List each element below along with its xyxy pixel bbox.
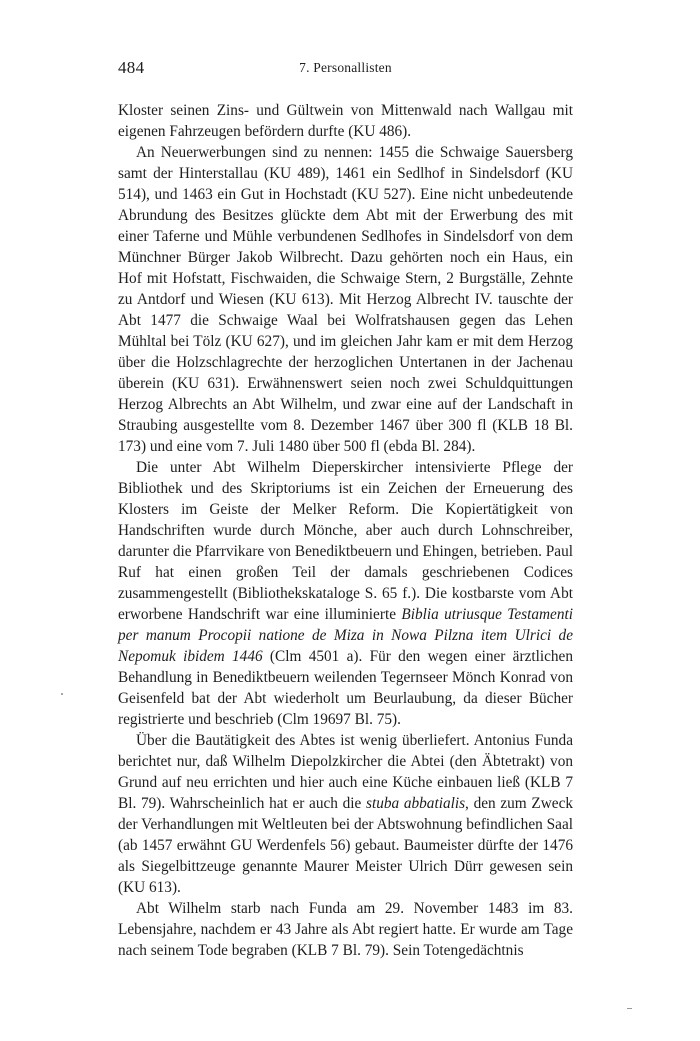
margin-speck bbox=[627, 1008, 632, 1009]
italic-citation: stuba abbatialis bbox=[366, 795, 466, 812]
italic-citation: Biblia utriusque Testamenti per manum Procopii natione de Miza in Nowa Pilzna item Ulrici de Nepomuk ibidem 1446 bbox=[118, 606, 573, 665]
body-text bbox=[118, 100, 573, 961]
paragraph bbox=[118, 457, 573, 730]
margin-speck bbox=[61, 693, 63, 695]
paragraph bbox=[118, 100, 573, 142]
paragraph-text: Die unter Abt Wilhelm Dieperskircher intensivierte Pflege der Bibliothek und des Skriptoriums ist ein Zeichen der Erneuerung des Klosters im Geiste der Melker Reform. Die Kopiertätigkeit von Handschriften wurde durch Mönche, aber auch durch Lohnschreiber, darunter die Pfarrvikare von Benediktbeuern und Ehingen, betrieben. Paul Ruf hat einen großen Teil der damals geschriebenen Codices zusammengestellt (Bibliothekskataloge S. 65 f.). Die kostbarste vom Abt erworbene Handschrift war eine illuminierte bbox=[118, 459, 573, 623]
paragraph bbox=[118, 142, 573, 457]
paragraph-text: Kloster seinen Zins- und Gültwein von Mittenwald nach Wallgau mit eigenen Fahrzeugen befördern durfte (KU 486). bbox=[118, 102, 573, 140]
page-header bbox=[118, 58, 573, 82]
paragraph-text: An Neuerwerbungen sind zu nennen: 1455 die Schwaige Sauersberg samt der Hinterstallau (KU 489), 1461 ein Sedlhof in Sindelsdorf (KU 514), und 1463 ein Gut in Hochstadt (KU 527). Eine nicht unbedeutende Abrundung des Besitzes glückte dem Abt mit der Erwerbung des mit einer Taferne und Mühle verbundenen Sedlhofes in Sindelsdorf von dem Münchner Bürger Jakob Wilbrecht. Dazu gehörten noch ein Haus, ein Hof mit Hofstatt, Fischwaiden, die Schwaige Stern, 2 Burgställe, Zehnte zu Antdorf und Wiesen (KU 613). Mit Herzog Albrecht IV. tauschte der Abt 1477 die Schwaige Waal bei Wolfratshausen gegen das Lehen Mühltal bei Tölz (KU 627), und im gleichen Jahr kam er mit dem Herzog über die Holzschlagrechte der herzoglichen Untertanen in der Jachenau überein (KU 631). Erwähnenswert seien noch zwei Schuldquittungen Herzog Albrechts an Abt Wilhelm, und zwar eine auf der Landschaft in Straubing ausgestellte vom 8. Dezember 1467 über 300 fl (KLB 18 Bl. 173) und eine vom 7. Juli 1480 über 500 fl (ebda Bl. 284). bbox=[118, 144, 573, 455]
paragraph bbox=[118, 898, 573, 961]
paragraph-text: (Clm 4501 a). Für den wegen einer ärztlichen Behandlung in Benediktbeuern weilenden Tegernseer Mönch Konrad von Geisenfeld bat der Abt wiederholt um Beurlaubung, da dieser Bücher registrierte und beschrieb (Clm 19697 Bl. 75). bbox=[118, 648, 573, 728]
paragraph-text: Abt Wilhelm starb nach Funda am 29. November 1483 im 83. Lebensjahre, nachdem er 43 Jahre als Abt regiert hatte. Er wurde am Tage nach seinem Tode begraben (KLB 7 Bl. 79). Sein Totengedächtnis bbox=[118, 900, 573, 959]
running-head: 7. Personallisten bbox=[299, 60, 392, 75]
paragraph bbox=[118, 730, 573, 898]
page-number: 484 bbox=[118, 58, 145, 77]
paragraph-text: Über die Bautätigkeit des Abtes ist wenig überliefert. Antonius Funda berichtet nur, daß Wilhelm Diepolzkircher die Abtei (den Äbtetrakt) von Grund auf neu errichten und hier auch eine Küche einbauen ließ (KLB 7 Bl. 79). Wahrscheinlich hat er auch die bbox=[118, 732, 573, 812]
paragraph-text: , den zum Zweck der Verhandlungen mit Weltleuten bei der Abtswohnung befindlichen Saal (ab 1457 erwähnt GU Werdenfels 56) gebaut. Baumeister dürfte der 1476 als Siegelbittzeuge genannte Maurer Meister Ulrich Dürr gewesen sein (KU 613). bbox=[118, 795, 574, 896]
